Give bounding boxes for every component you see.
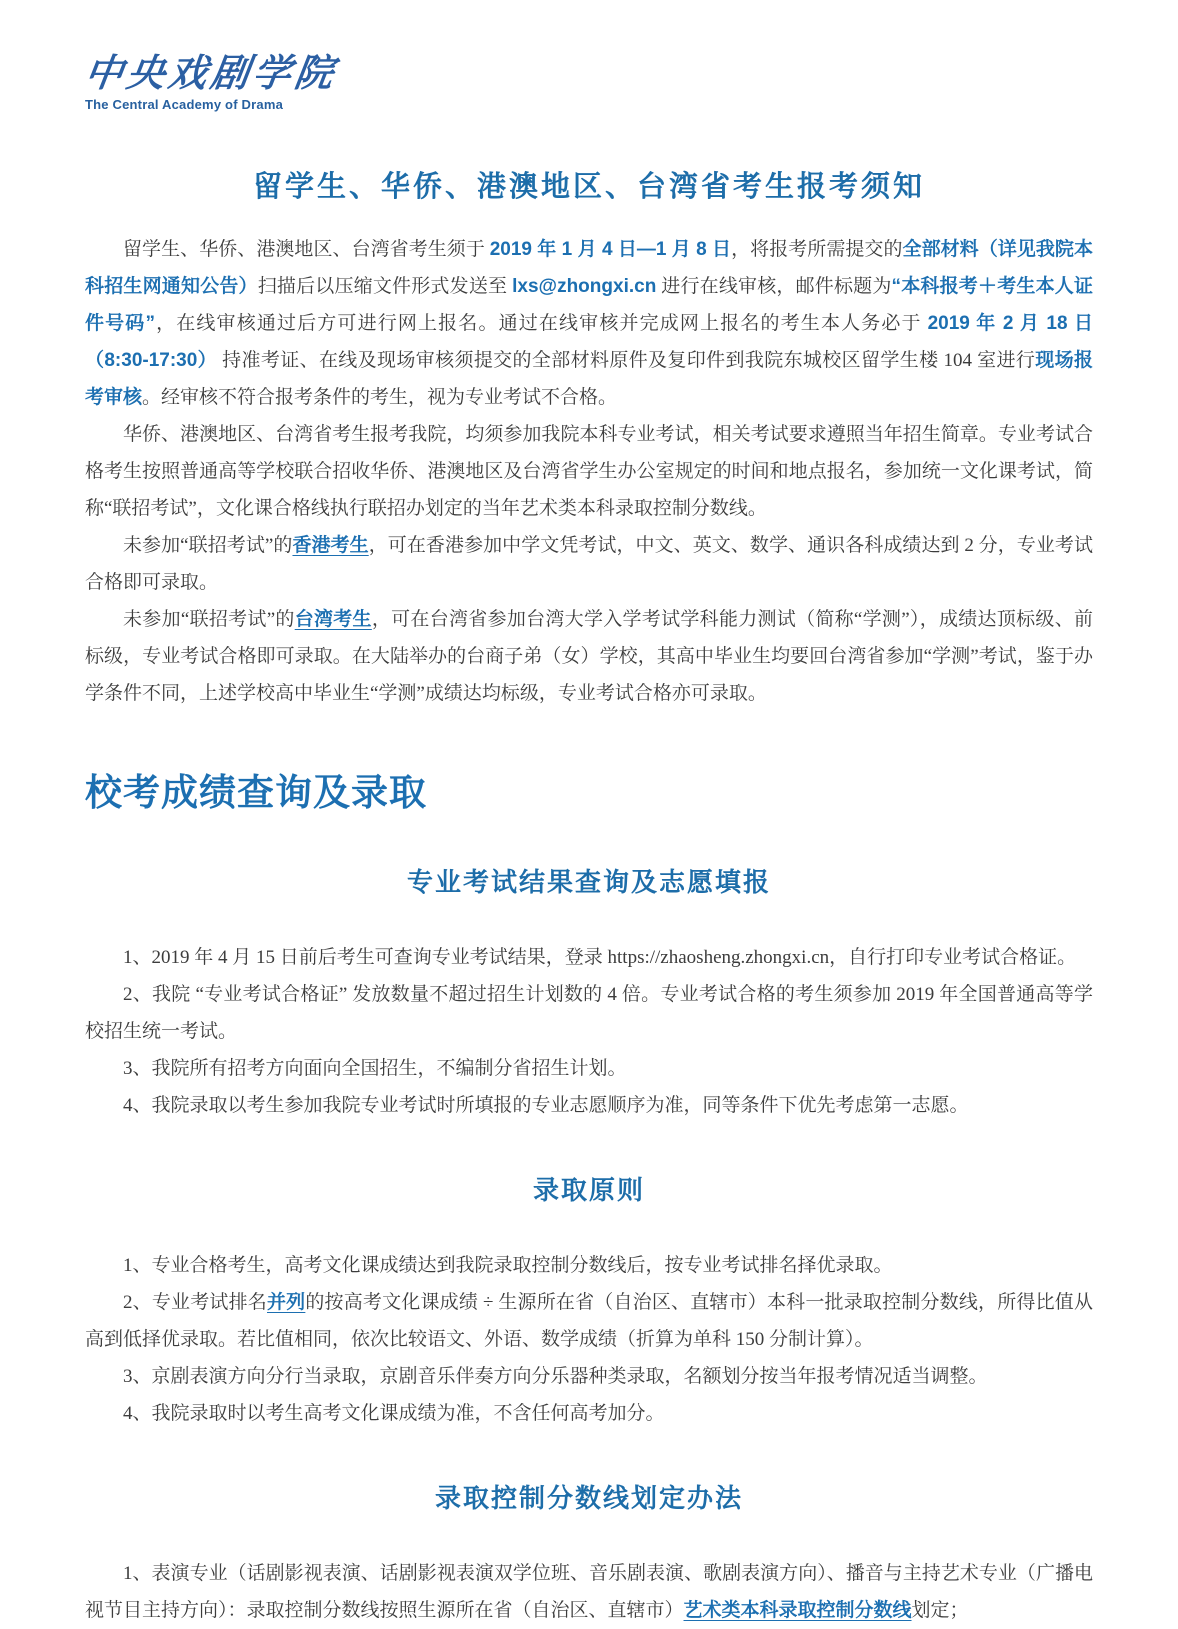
subsection-3 [85,1478,1093,1629]
subsection-title: 录取原则 [532,1176,645,1205]
text-run: ，将报考所需提交的 [731,239,903,260]
list-item [85,1050,1093,1087]
list-item [85,976,1093,1050]
text-run: 3、京剧表演方向分行当录取，京剧音乐伴奏方向分乐器种类录取，名额划分按当年报考情况适当调整。 [123,1366,988,1387]
text-run: 2、我院 “专业考试合格证” 发放数量不超过招生计划数的 4 倍。专业考试合格的考生须参加 2019 年全国普通高等学校招生统一考试。 [85,984,1093,1042]
email-link[interactable]: lxs@zhongxi.cn [512,276,657,297]
text-run: ，自行打印专业考试合格证。 [829,947,1077,968]
text-run: 。经审核不符合报考条件的考生，视为专业考试不合格。 [142,387,618,408]
url-link[interactable]: https://zhaosheng.zhongxi.cn [607,947,830,968]
subsection-1 [85,862,1093,1124]
subsection-title: 录取控制分数线划定办法 [434,1484,743,1513]
notice-title: 留学生、华侨、港澳地区、台湾省考生报考须知 [252,171,925,203]
text-run: 2、专业考试排名 [123,1292,267,1313]
list-item [85,1247,1093,1284]
text-run: 1、2019 年 4 月 15 日前后考生可查询专业考试结果，登录 [123,947,608,968]
list-item [85,939,1093,976]
notice-paragraphs [85,231,1093,712]
text-run: ，在线审核通过后方可进行网上报名。通过在线审核并完成网上报名的考生本人务必于 [154,313,928,334]
logo-calligraphy: 中央戏剧学院 [81,50,341,95]
list-item [85,1358,1093,1395]
text-run: 香港考生 [292,535,369,556]
text-run: 现场报考审核 [85,350,1093,408]
subsection-2 [85,1170,1093,1432]
list-item [85,1395,1093,1432]
list-item [85,1087,1093,1124]
text-run: 3、我院所有招考方向面向全国招生，不编制分省招生计划。 [123,1058,627,1079]
notice-paragraph [85,416,1093,527]
text-run: 全部材料（详见我院本科招生网通知公告） [85,239,1093,297]
text-run: 2019 年 1 月 4 日—1 月 8 日 [489,239,732,260]
text-run: 4、我院录取时以考生高考文化课成绩为准，不含任何高考加分。 [123,1403,665,1424]
section-subsections [85,862,1093,1629]
text-run: 2019 年 2 月 18 日（8:30-17:30） [85,313,1093,371]
logo-subtitle: The Central Academy of Drama [85,97,284,112]
text-run: 艺术类本科录取控制分数线 [683,1600,912,1621]
text-run: 进行在线审核，邮件标题为 [656,276,892,297]
text-run: 台湾考生 [294,609,372,630]
text-run: 的按高考文化课成绩 ÷ 生源所在省（自治区、直辖市）本科一批录取控制分数线，所得比值从高到低择优录取。若比值相同，依次比较语文、外语、数学成绩（折算为单科 150 分制计算）。 [85,1292,1093,1350]
academy-logo [81,50,1093,112]
text-run: ，可在台湾省参加台湾大学入学考试学科能力测试（简称“学测”），成绩达顶标级、前标级，专业考试合格即可录取。在大陆举办的台商子弟（女）学校，其高中毕业生均要回台湾省参加“学测”考试，鉴于办学条件不同，上述学校高中毕业生“学测”成绩达均标级，专业考试合格亦可录取。 [85,609,1093,704]
text-run: 4、我院录取以考生参加我院专业考试时所填报的专业志愿顺序为准，同等条件下优先考虑第一志愿。 [123,1095,969,1116]
text-run: 划定； [911,1600,969,1621]
text-run: 持准考证、在线及现场审核须提交的全部材料原件及复印件到我院东城校区留学生楼 104 室进行 [217,350,1036,371]
text-run: ，可在香港参加中学文凭考试，中文、英文、数学、通识各科成绩达到 2 分，专业考试合格即可录取。 [85,535,1093,593]
notice-paragraph [85,231,1093,416]
text-run: 1、专业合格考生，高考文化课成绩达到我院录取控制分数线后，按专业考试排名择优录取。 [123,1255,893,1276]
text-run: 并列 [267,1292,306,1313]
section-heading: 校考成绩查询及录取 [85,772,427,813]
notice-paragraph [85,601,1093,712]
text-run: 扫描后以压缩文件形式发送至 [257,276,513,297]
list-item [85,1284,1093,1358]
subsection-title: 专业考试结果查询及志愿填报 [406,868,771,897]
text-run: 未参加“联招考试”的 [123,609,295,630]
text-run: 华侨、港澳地区、台湾省考生报考我院，均须参加我院本科专业考试，相关考试要求遵照当年招生简章。专业考试合格考生按照普通高等学校联合招收华侨、港澳地区及台湾省学生办公室规定的时间和地点报名，参加统一文化课考试，简称“联招考试”，文化课合格线执行联招办划定的当年艺术类本科录取控制分数线。 [85,424,1093,519]
text-run: “本科报考＋考生本人证件号码” [85,276,1093,334]
text-run: 1、表演专业（话剧影视表演、话剧影视表演双学位班、音乐剧表演、歌剧表演方向）、播音与主持艺术专业（广播电视节目主持方向）：录取控制分数线按照生源所在省（自治区、直辖市） [85,1563,1093,1621]
notice-paragraph [85,527,1093,601]
text-run: 留学生、华侨、港澳地区、台湾省考生须于 [123,239,490,260]
text-run: 未参加“联招考试”的 [123,535,293,556]
list-item [85,1555,1093,1629]
